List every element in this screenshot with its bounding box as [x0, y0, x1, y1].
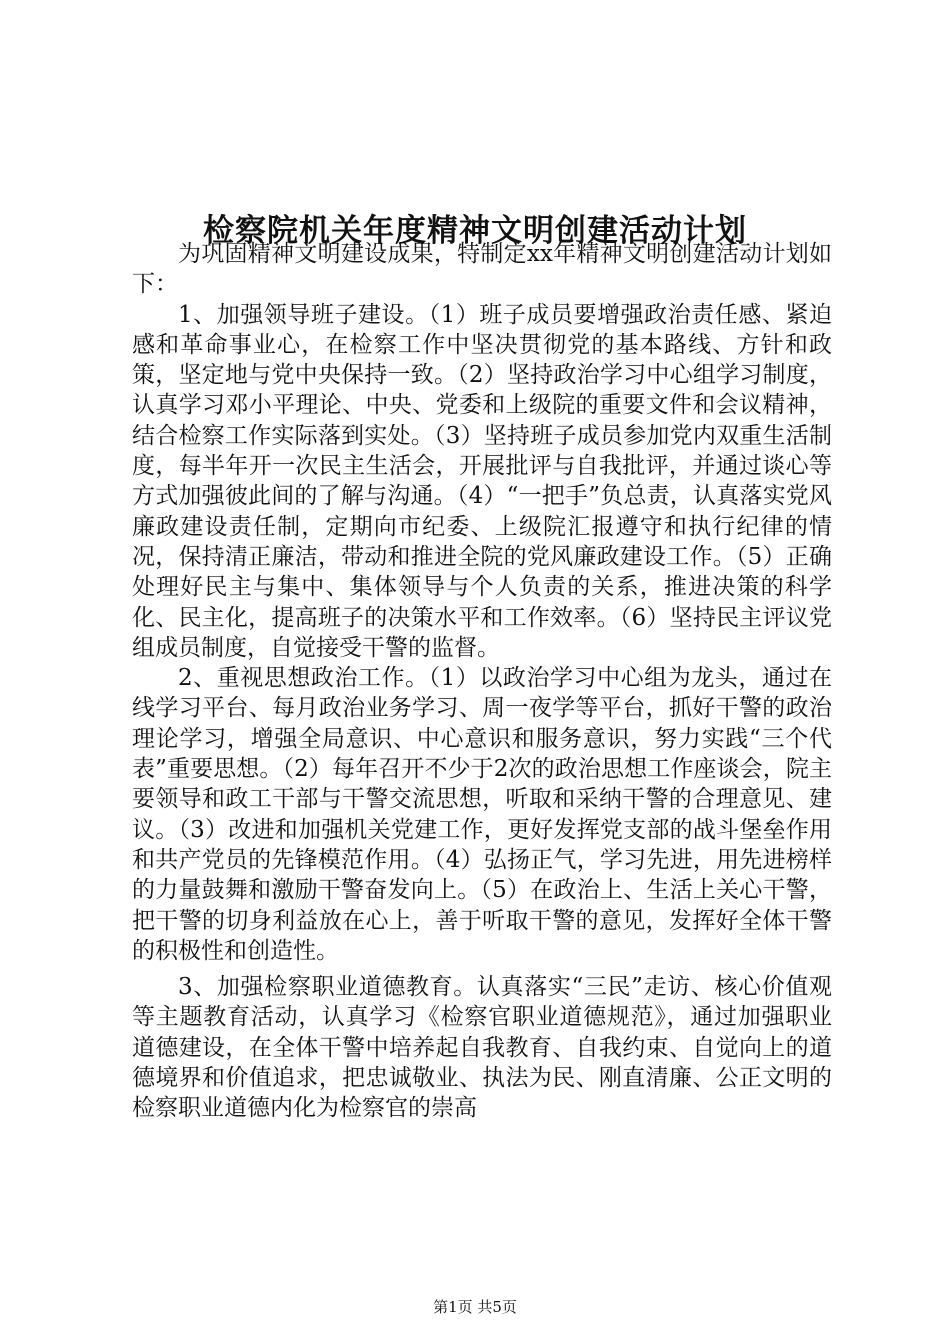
document-title: 检察院机关年度精神文明创建活动计划	[203, 212, 747, 249]
page-footer: 第1页 共5页	[433, 1298, 517, 1316]
intro-paragraph: 为巩固精神文明建设成果，特制定xx年精神文明创建活动计划如下：	[132, 241, 832, 298]
section-2-paragraph: 2、重视思想政治工作。（1）以政治学习中心组为龙头，通过在线学习平台、每月政治业务学习、周一夜学等平台，抓好干警的政治理论学习，增强全局意识、中心意识和服务意识，努力实践“三个代表”重要思想。（2）每年召开不少于2次的政治思想工作座谈会，院主要领导和政工干部与干警交流思想，听取和采纳干警的合理意见、建议。（3）改进和加强机关党建工作，更好发挥党支部的战斗堡垒作用和共产党员的先锋模范作用。（4）弘扬正气，学习先进，用先进榜样的力量鼓舞和激励干警奋发向上。（5）在政治上、生活上关心干警，把干警的切身利益放在心上，善于听取干警的意见，发挥好全体干警的积极性和创造性。	[132, 665, 832, 964]
section-1-paragraph: 1、加强领导班子建设。（1）班子成员要增强政治责任感、紧迫感和革命事业心，在检察工作中坚决贯彻党的基本路线、方针和政策，坚定地与党中央保持一致。（2）坚持政治学习中心组学习制度，认真学习邓小平理论、中央、党委和上级院的重要文件和会议精神，结合检察工作实际落到实处。（3）坚持班子成员参加党内双重生活制度，每半年开一次民主生活会，开展批评与自我批评，并通过谈心等方式加强彼此间的了解与沟通。（4）“一把手”负总责，认真落实党风廉政建设责任制，定期向市纪委、上级院汇报遵守和执行纪律的情况，保持清正廉洁，带动和推进全院的党风廉政建设工作。（5）正确处理好民主与集中、集体领导与个人负责的关系，推进决策的科学化、民主化，提高班子的决策水平和工作效率。（6）坚持民主评议党组成员制度，自觉接受干警的监督。	[132, 301, 832, 661]
document-body	[132, 239, 832, 1124]
section-3-paragraph: 3、加强检察职业道德教育。认真落实“三民”走访、核心价值观等主题教育活动，认真学习《检察官职业道德规范》，通过加强职业道德建设，在全体干警中培养起自我教育、自我约束、自觉向上的道德境界和价值追求，把忠诚敬业、执法为民、刚直清廉、公正文明的检察职业道德内化为检察官的崇高	[132, 974, 832, 1122]
